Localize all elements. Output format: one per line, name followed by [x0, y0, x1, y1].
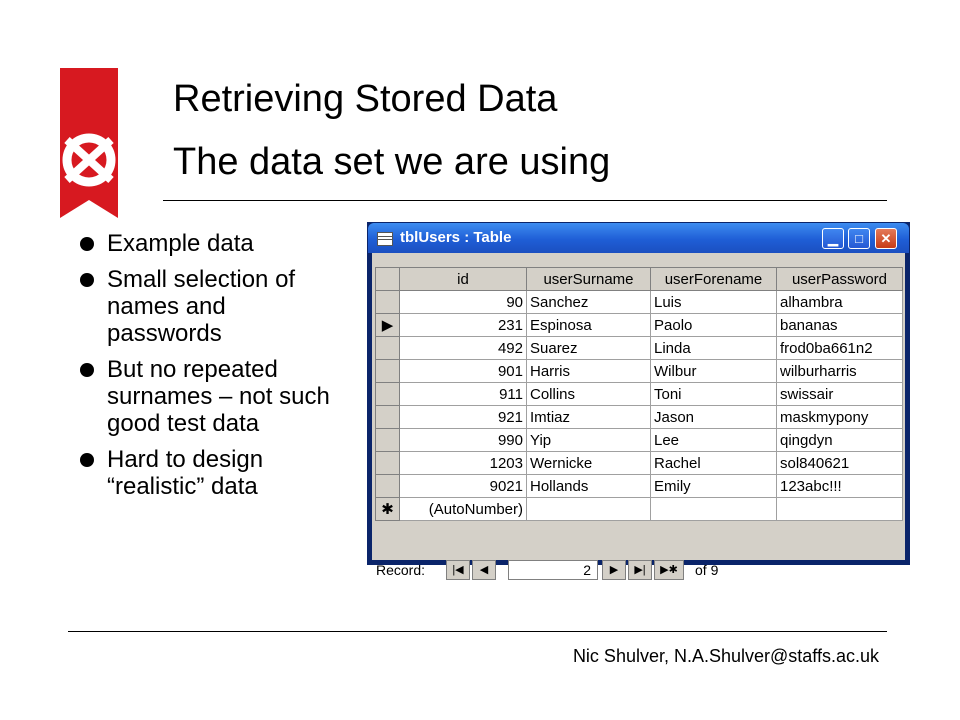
table-row[interactable]	[376, 337, 903, 360]
cell-forename[interactable]: Rachel	[651, 452, 777, 475]
cell-surname[interactable]: Yip	[527, 429, 651, 452]
cell-id[interactable]: 492	[400, 337, 527, 360]
row-selector[interactable]	[376, 314, 400, 337]
next-record-button[interactable]	[602, 560, 626, 580]
cell-surname[interactable]	[527, 498, 651, 521]
cell-surname[interactable]: Harris	[527, 360, 651, 383]
record-count: of 9	[695, 562, 719, 578]
record-label: Record:	[376, 562, 426, 578]
cell-surname[interactable]: Espinosa	[527, 314, 651, 337]
cell-surname[interactable]: Hollands	[527, 475, 651, 498]
cell-password[interactable]: swissair	[777, 383, 903, 406]
cell-id[interactable]: 901	[400, 360, 527, 383]
slide-subtitle: The data set we are using	[173, 141, 611, 183]
datasheet-grid	[375, 267, 903, 521]
cell-id[interactable]: 9021	[400, 475, 527, 498]
table-row[interactable]	[376, 314, 903, 337]
new-record-nav-icon: ▶✱	[660, 564, 678, 576]
cell-password[interactable]: qingdyn	[777, 429, 903, 452]
table-row[interactable]	[376, 475, 903, 498]
cell-id[interactable]: 990	[400, 429, 527, 452]
table-row[interactable]	[376, 429, 903, 452]
bullet-dot-icon	[80, 363, 94, 377]
cell-id[interactable]: 921	[400, 406, 527, 429]
cell-password[interactable]: bananas	[777, 314, 903, 337]
cell-forename[interactable]: Luis	[651, 291, 777, 314]
cell-forename[interactable]: Paolo	[651, 314, 777, 337]
cell-password[interactable]: wilburharris	[777, 360, 903, 383]
table-row[interactable]	[376, 406, 903, 429]
cell-password[interactable]: alhambra	[777, 291, 903, 314]
last-record-button[interactable]	[628, 560, 652, 580]
bullet-dot-icon	[80, 453, 94, 467]
new-record-icon: ✱	[381, 501, 394, 518]
cell-id-placeholder[interactable]: (AutoNumber)	[400, 498, 527, 521]
minimize-button[interactable]	[822, 228, 844, 249]
cell-surname[interactable]: Imtiaz	[527, 406, 651, 429]
cell-forename[interactable]: Linda	[651, 337, 777, 360]
cell-password[interactable]: sol840621	[777, 452, 903, 475]
bullet-text: Hard to design “realistic” data	[107, 446, 264, 500]
cell-forename[interactable]: Jason	[651, 406, 777, 429]
cell-surname[interactable]: Collins	[527, 383, 651, 406]
cell-forename[interactable]: Toni	[651, 383, 777, 406]
close-button[interactable]	[875, 228, 897, 249]
close-icon: ✕	[880, 231, 892, 246]
column-header-surname[interactable]: userSurname	[527, 268, 651, 291]
table-row[interactable]	[376, 360, 903, 383]
column-header-id[interactable]: id	[400, 268, 527, 291]
footer-author: Nic Shulver, N.A.Shulver@staffs.ac.uk	[572, 646, 879, 666]
cell-id[interactable]: 231	[400, 314, 527, 337]
maximize-button[interactable]	[848, 228, 870, 249]
next-record-icon: ▶	[609, 564, 619, 576]
bullet-item	[78, 266, 340, 347]
bullet-item	[78, 446, 340, 500]
record-navigator	[372, 558, 905, 582]
row-selector[interactable]	[376, 360, 400, 383]
cell-surname[interactable]: Sanchez	[527, 291, 651, 314]
corner-selector[interactable]	[376, 268, 400, 291]
previous-record-icon: ◀	[479, 564, 489, 576]
row-selector[interactable]	[376, 475, 400, 498]
cell-surname[interactable]: Suarez	[527, 337, 651, 360]
minimize-icon: ▁	[828, 231, 838, 246]
row-selector[interactable]	[376, 406, 400, 429]
row-selector[interactable]	[376, 498, 400, 521]
window-titlebar[interactable]	[368, 223, 909, 253]
column-header-password[interactable]: userPassword	[777, 268, 903, 291]
cell-password[interactable]: maskmypony	[777, 406, 903, 429]
cell-forename[interactable]	[651, 498, 777, 521]
window-title: tblUsers : Table	[400, 229, 512, 246]
cell-forename[interactable]: Lee	[651, 429, 777, 452]
bullet-text: Example data	[107, 230, 254, 257]
table-icon	[377, 232, 393, 246]
row-selector[interactable]	[376, 291, 400, 314]
first-record-icon: |◀	[452, 564, 464, 576]
record-number-input[interactable]: 2	[508, 560, 598, 580]
bullet-item	[78, 230, 340, 257]
last-record-icon: ▶|	[634, 564, 646, 576]
new-record-row[interactable]	[376, 498, 903, 521]
bullet-dot-icon	[80, 273, 94, 287]
previous-record-button[interactable]	[472, 560, 496, 580]
cell-id[interactable]: 90	[400, 291, 527, 314]
cell-surname[interactable]: Wernicke	[527, 452, 651, 475]
row-selector[interactable]	[376, 383, 400, 406]
slide-title: Retrieving Stored Data	[173, 78, 558, 120]
bullet-item	[78, 356, 340, 437]
cell-password[interactable]: frod0ba661n2	[777, 337, 903, 360]
new-record-button[interactable]	[654, 560, 684, 580]
table-row[interactable]	[376, 291, 903, 314]
row-selector[interactable]	[376, 452, 400, 475]
bullet-list	[78, 230, 340, 509]
first-record-button[interactable]	[446, 560, 470, 580]
cell-id[interactable]: 1203	[400, 452, 527, 475]
header-row	[376, 268, 903, 291]
column-header-forename[interactable]: userForename	[651, 268, 777, 291]
table-row[interactable]	[376, 383, 903, 406]
title-divider	[163, 200, 887, 201]
row-selector[interactable]	[376, 337, 400, 360]
footer-divider	[68, 631, 887, 632]
maximize-icon: □	[855, 231, 863, 246]
staffs-logo	[58, 68, 128, 218]
cell-password[interactable]	[777, 498, 903, 521]
window-client	[372, 253, 905, 578]
table-window	[367, 222, 910, 578]
row-selector[interactable]	[376, 429, 400, 452]
bullet-text: Small selection of names and passwords	[107, 266, 296, 347]
table-row[interactable]	[376, 452, 903, 475]
current-record-icon: ▶	[381, 317, 394, 334]
cell-password[interactable]: 123abc!!!	[777, 475, 903, 498]
bullet-dot-icon	[80, 237, 94, 251]
bullet-text: But no repeated surnames – not such good test data	[107, 356, 330, 437]
cell-forename[interactable]: Wilbur	[651, 360, 777, 383]
cell-id[interactable]: 911	[400, 383, 527, 406]
cell-forename[interactable]: Emily	[651, 475, 777, 498]
